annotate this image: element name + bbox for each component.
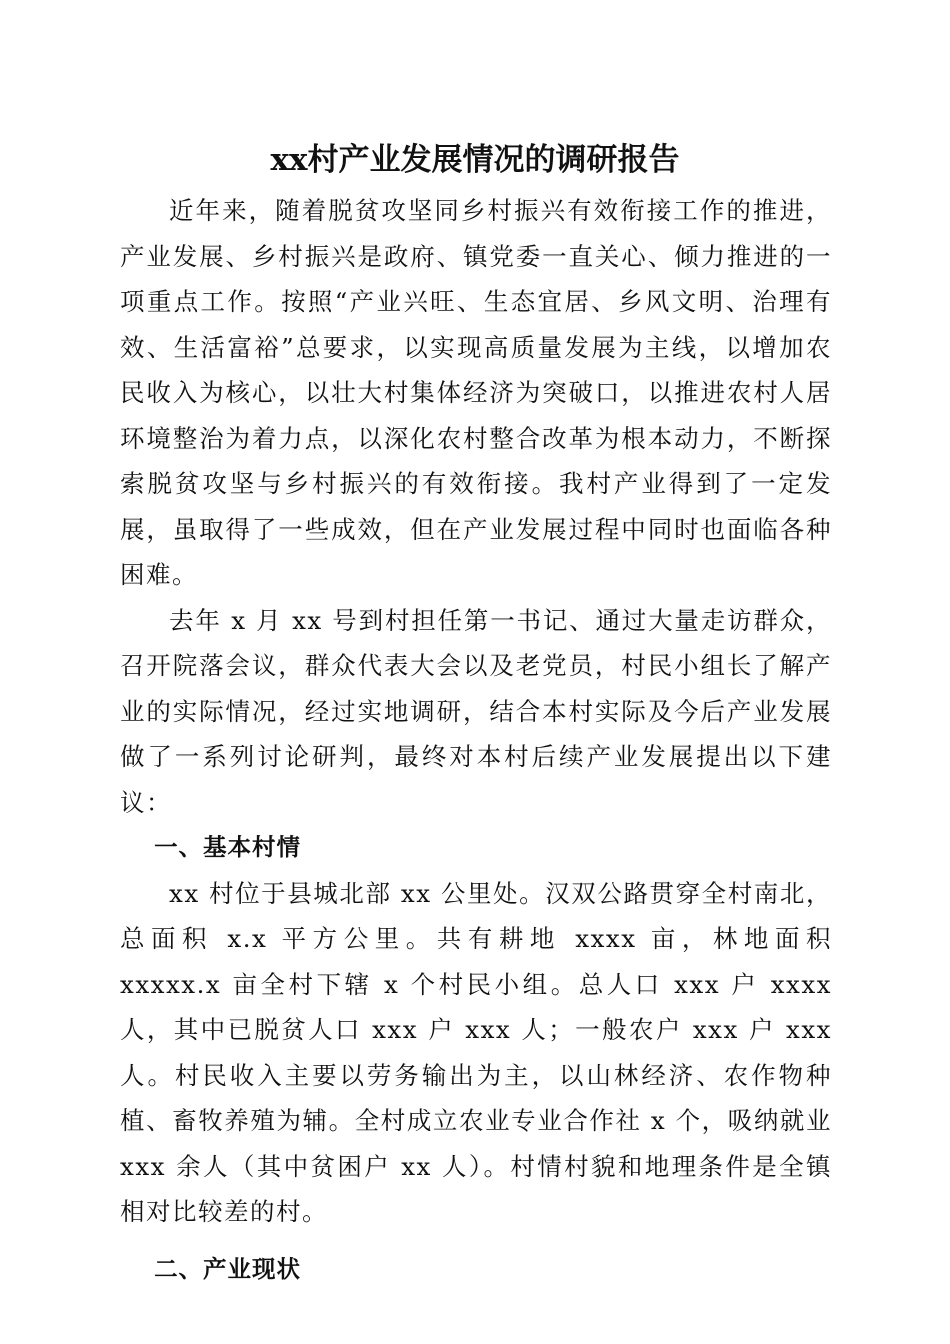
investigation-paragraph: 去年 x 月 xx 号到村担任第一书记、通过大量走访群众，召开院落会议，群众代表大会以及老党员，村民小组长了解产业的实际情况，经过实地调研，结合本村实际及今后产业发展做了一系列讨论研判，最终对本村后续产业发展提出以下建议： [120,605,832,817]
basic-info-paragraph: xx 村位于县城北部 xx 公里处。汉双公路贯穿全村南北，总面积 x.x 平方公里。共有耕地 xxxx 亩，林地面积 xxxxx.x 亩全村下辖 x 个村民小组。总人口 xxx 户 xxxx 人，其中已脱贫人口 xxx 户 xxx 人；一般农户 xxx 户 xxx 人。村民收入主要以劳务输出为主，以山林经济、农作物种植、畜牧养殖为辅。全村成立农业专业合作社 x 个，吸纳就业 xxx 余人（其中贫困户 xx 人）。村情村貌和地理条件是全镇相对比较差的村。 [120,878,832,1226]
document-title: xx村产业发展情况的调研报告 [270,142,680,178]
document-body [120,188,832,1292]
section-heading-basic-info: 一、基本村情 [154,833,302,861]
intro-paragraph: 近年来，随着脱贫攻坚同乡村振兴有效衔接工作的推进，产业发展、乡村振兴是政府、镇党委一直关心、倾力推进的一项重点工作。按照“产业兴旺、生态宜居、乡风文明、治理有效、生活富裕”总要求，以实现高质量发展为主线，以增加农民收入为核心，以壮大村集体经济为突破口，以推进农村人居环境整治为着力点，以深化农村整合改革为根本动力，不断探索脱贫攻坚与乡村振兴的有效衔接。我村产业得到了一定发展，虽取得了一些成效，但在产业发展过程中同时也面临各种困难。 [120,196,832,589]
section-heading-industry-status: 二、产业现状 [154,1254,302,1283]
